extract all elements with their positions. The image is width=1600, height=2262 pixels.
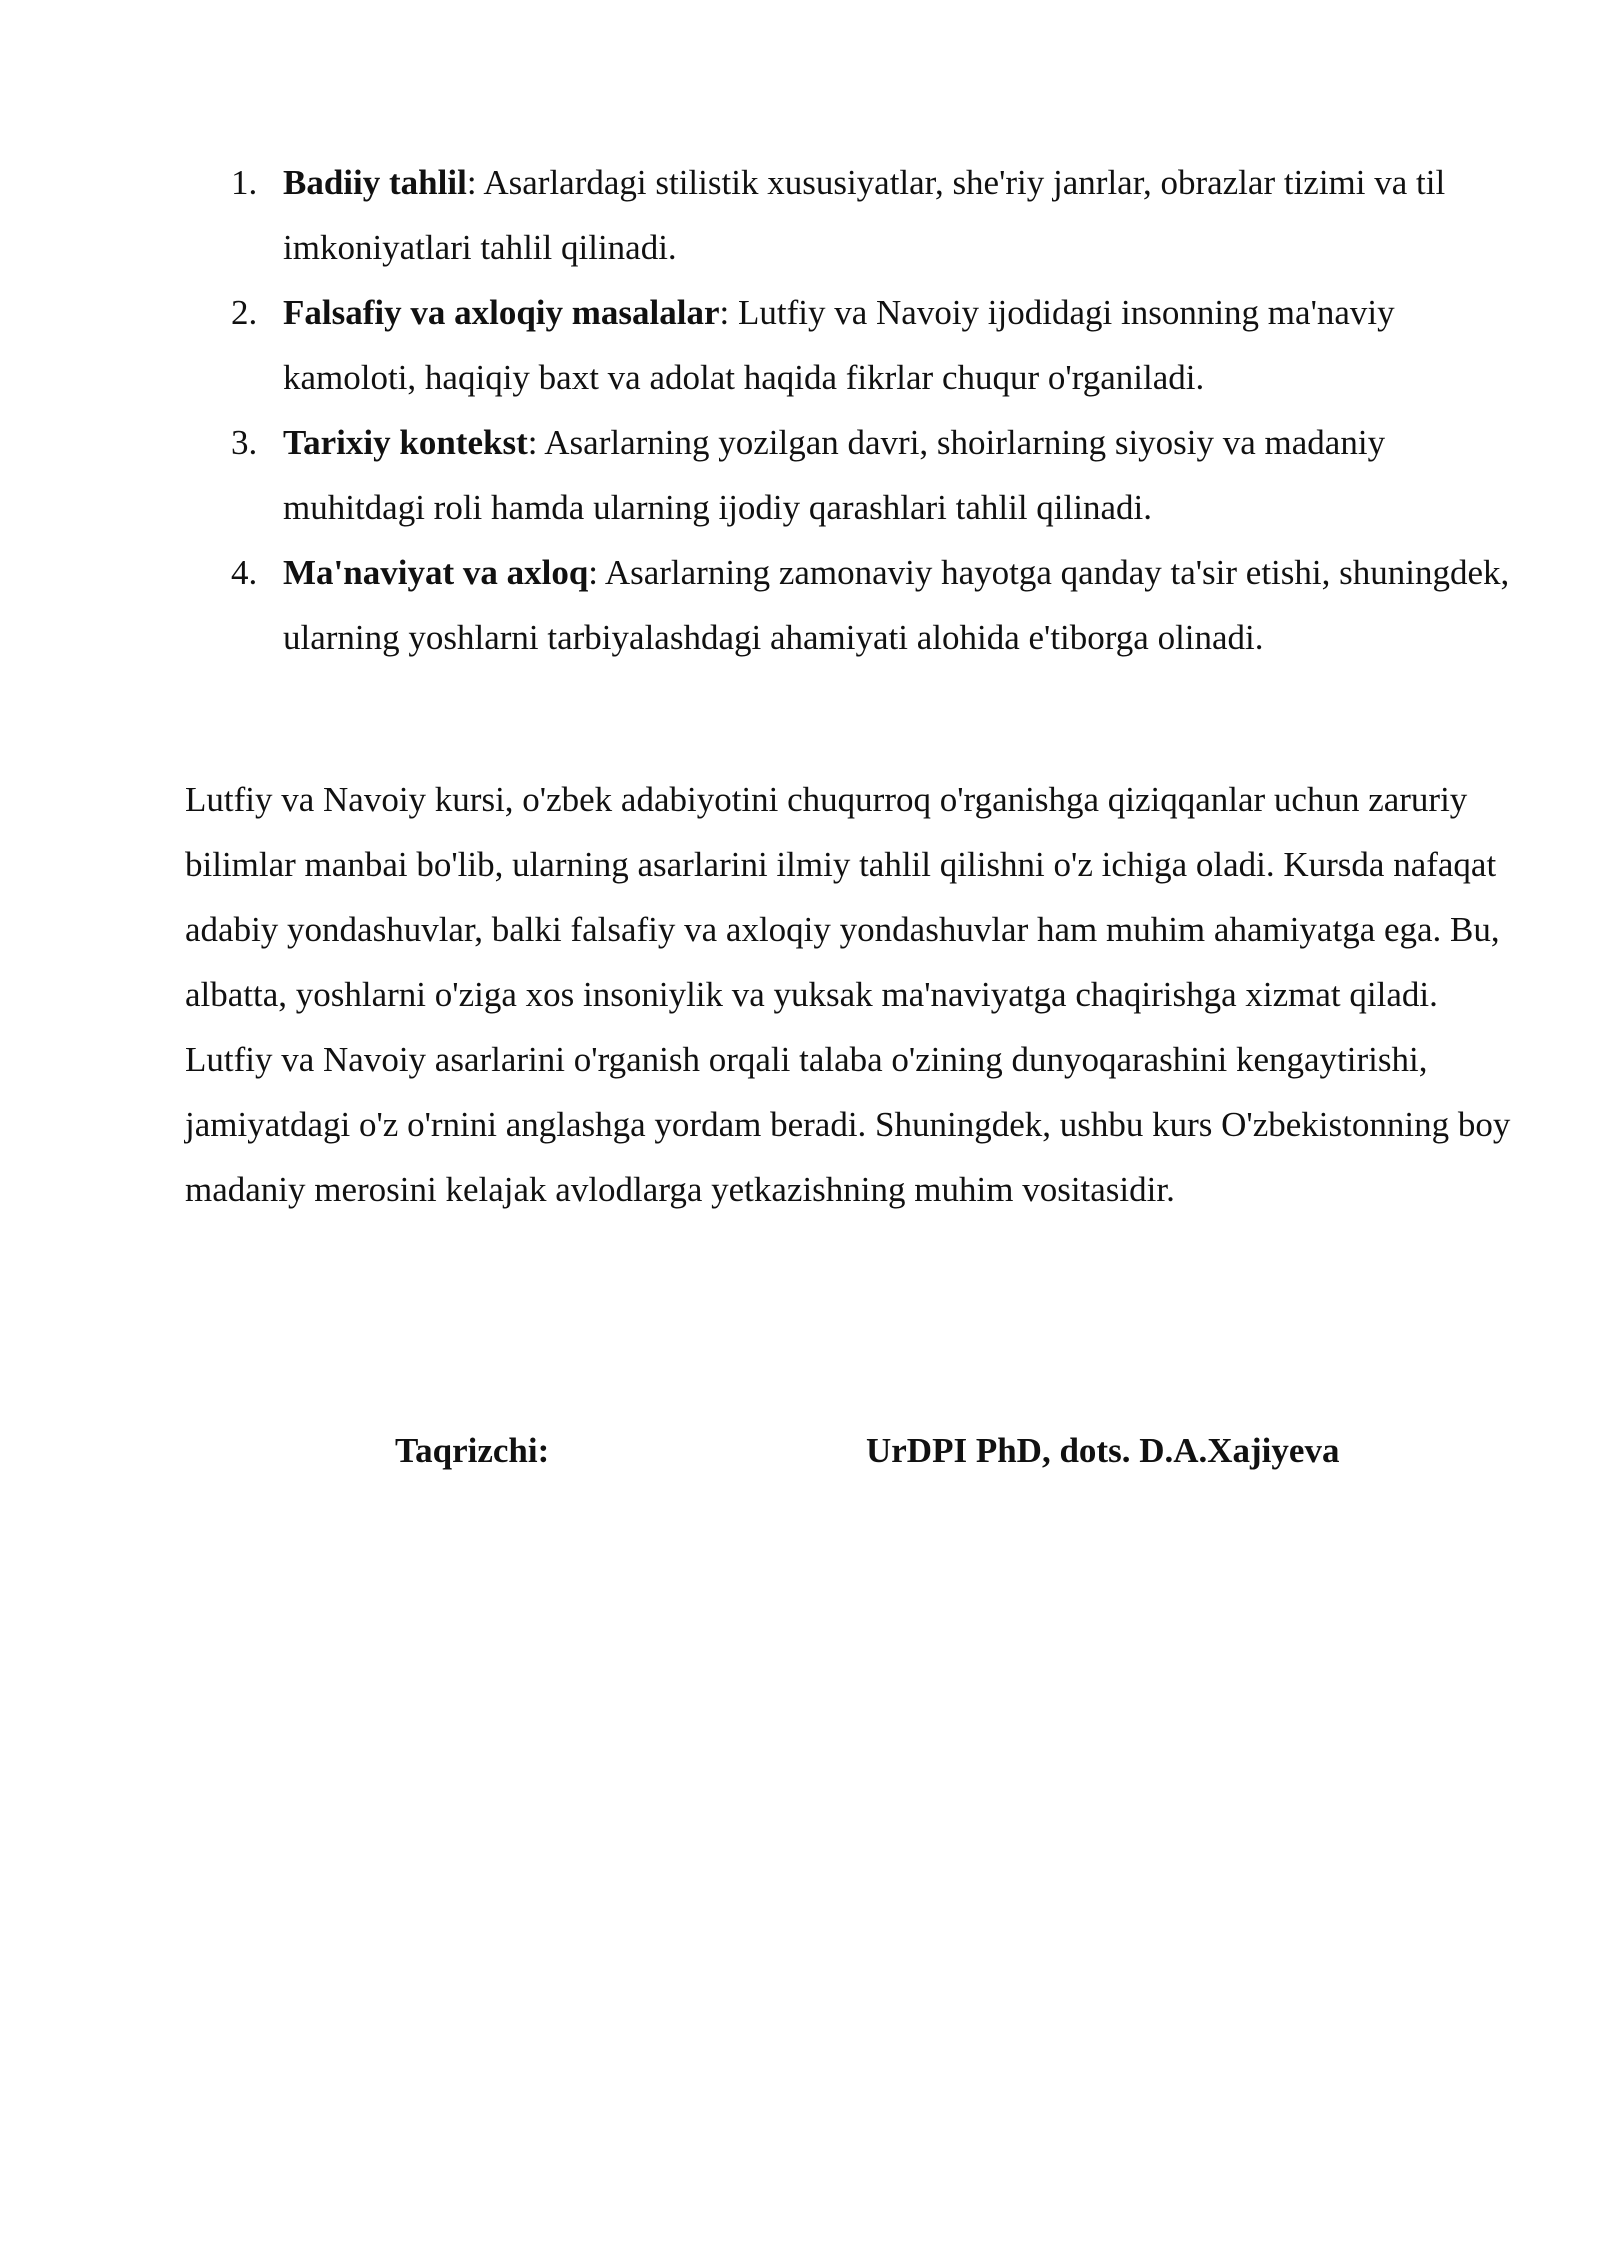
list-item-term: Ma'naviyat va axloq [283, 553, 589, 592]
list-item-number: 4. [231, 553, 258, 592]
list-item [185, 150, 1515, 280]
list-item-number: 2. [231, 293, 258, 332]
reviewer-name: UrDPI PhD, dots. D.A.Xajiyeva [866, 1431, 1340, 1470]
list-item [185, 540, 1515, 670]
list-item [185, 280, 1515, 410]
list-item [185, 410, 1515, 540]
numbered-list [185, 150, 1515, 670]
list-item-text: : Lutfiy va Navoiy ijodidagi insonning ma'naviy kamoloti, haqiqiy baxt va adolat haqida fikrlar chuqur o'rganiladi. [283, 293, 1395, 397]
list-item-text: : Asarlarning yozilgan davri, shoirlarning siyosiy va madaniy muhitdagi roli hamda ularning ijodiy qarashlari tahlil qilinadi. [283, 423, 1386, 527]
body-paragraph: Lutfiy va Navoiy kursi, o'zbek adabiyotini chuqurroq o'rganishga qiziqqanlar uchun zaruriy bilimlar manbai bo'lib, ularning asarlarini ilmiy tahlil qilishni o'z ichiga oladi. Kursda nafaqat adabiy yondashuvlar, balki falsafiy va axloqiy yondashuvlar ham muhim ahamiyatga ega. Bu, albatta, yoshlarni o'ziga xos insoniylik va yuksak ma'naviyatga chaqirishga xizmat qiladi. Lutfiy va Navoiy asarlarini o'rganish orqali talaba o'zining dunyoqarashini kengaytirishi, jamiyatdagi o'z o'rnini anglashga yordam beradi. Shuningdek, ushbu kurs O'zbekistonning boy madaniy merosini kelajak avlodlarga yetkazishning muhim vositasidir. [185, 780, 1511, 1209]
list-item-term: Badiiy tahlil [283, 163, 467, 202]
list-item-term: Tarixiy kontekst [283, 423, 528, 462]
reviewer-label: Taqrizchi: [395, 1431, 550, 1470]
list-item-number: 3. [231, 423, 258, 462]
list-item-number: 1. [231, 163, 258, 202]
list-item-text: : Asarlarning zamonaviy hayotga qanday ta'sir etishi, shuningdek, ularning yoshlarni tarbiyalashdagi ahamiyati alohida e'tiborga olinadi. [283, 553, 1510, 657]
list-item-term: Falsafiy va axloqiy masalalar [283, 293, 720, 332]
list-item-text: : Asarlardagi stilistik xususiyatlar, she'riy janrlar, obrazlar tizimi va til imkoniyatlari tahlil qilinadi. [283, 163, 1446, 267]
signature-line [0, 1418, 1600, 1483]
